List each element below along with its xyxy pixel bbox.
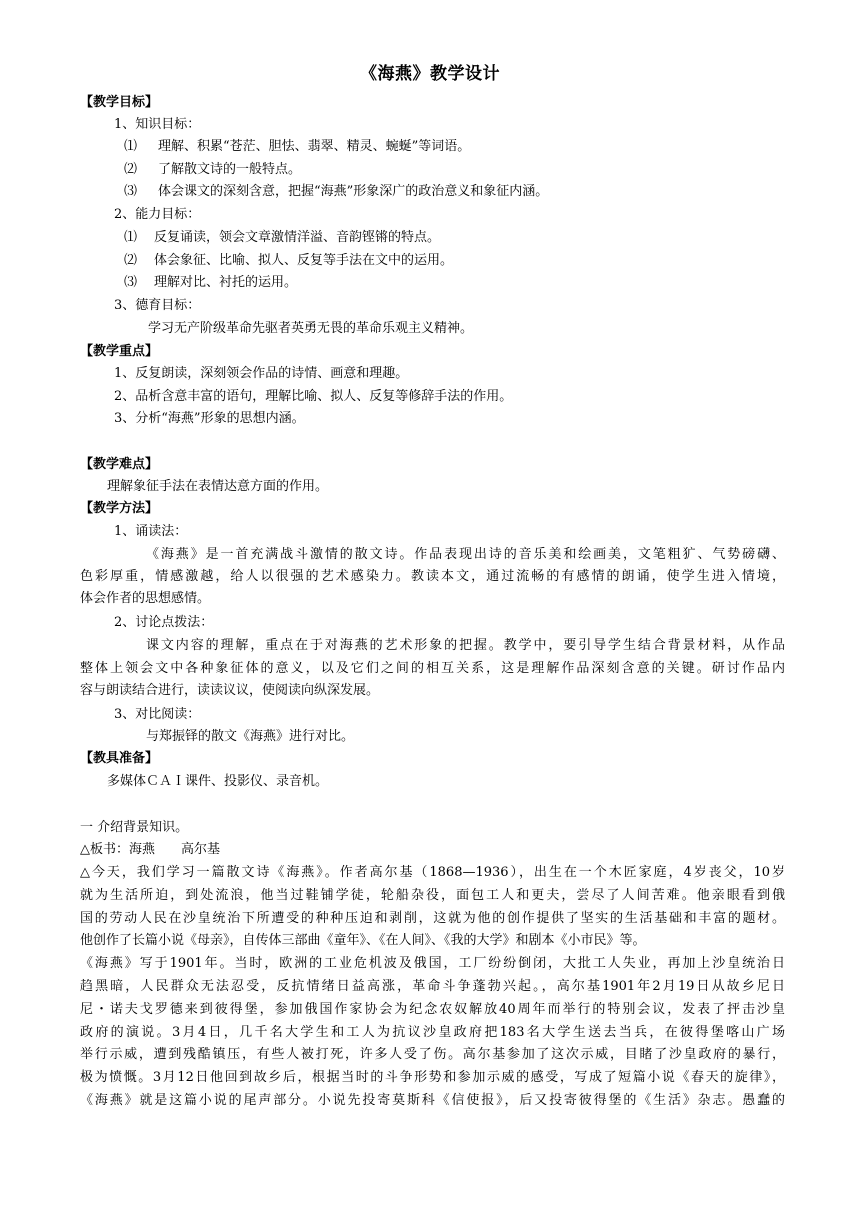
- knowledge-goal-label: 1、知识目标：: [114, 117, 201, 132]
- body-paragraph-line: △今天，我们学习一篇散文诗《海燕》。作者高尔基（1868—1936），出生在一个木匠家庭，4岁丧父，10岁: [80, 865, 785, 880]
- ability-goal-label: 2、能力目标：: [114, 207, 201, 222]
- ability-item-number: ⑵: [124, 253, 138, 268]
- method-paragraph-line: 色彩厚重，情感激越，给人以很强的艺术感染力。教读本文，通过流畅的有感情的朗诵，使学生进入情境，: [80, 569, 785, 584]
- knowledge-item-number: ⑴: [124, 139, 138, 154]
- method-label: 1、诵读法：: [114, 524, 188, 539]
- body-paragraph-line: 他创作了长篇小说《母亲》，自传体三部曲《童年》、《在人间》、《我的大学》和剧本《小市民》等。: [80, 933, 646, 948]
- body-paragraph-line: 尼・诺夫戈罗德来到彼得堡，参加俄国作家协会为纪念农奴解放40周年而举行的特别会议，发表了抨击沙皇: [80, 1002, 785, 1017]
- knowledge-item-text: 体会课文的深刻含意，把握“海燕”形象深广的政治意义和象征内涵。: [158, 184, 549, 199]
- body-paragraph-line: 趋黑暗，人民群众无法忍受，反抗情绪日益高涨，革命斗争蓬勃兴起。，高尔基1901年2月19日从故乡尼日: [80, 979, 785, 994]
- body-paragraph-line: 《海燕》写于1901年。当时，欧洲的工业危机波及俄国，工厂纷纷倒闭，大批工人失业，再加上沙皇统治日: [80, 956, 785, 971]
- key-point-item: 2、品析含意丰富的语句，理解比喻、拟人、反复等修辞手法的作用。: [114, 389, 513, 404]
- tools-heading: 【教具准备】: [80, 751, 159, 766]
- body-paragraph-line: 《海燕》就是这篇小说的尾声部分。小说先投寄莫斯科《信使报》，后又投寄彼得堡的《生活》杂志。愚蠢的: [80, 1093, 785, 1108]
- method-label: 3、对比阅读：: [114, 707, 201, 722]
- ability-item-text: 体会象征、比喻、拟人、反复等手法在文中的运用。: [154, 253, 454, 268]
- knowledge-item-number: ⑶: [124, 184, 138, 199]
- body-paragraph-line: 政府的演说。3月4日，几千名大学生和工人为抗议沙皇政府把183名大学生送去当兵，在彼得堡喀山广场: [80, 1025, 785, 1040]
- objectives-heading: 【教学目标】: [80, 95, 159, 110]
- section-title: 一 介绍背景知识。: [80, 820, 189, 835]
- moral-goal-text: 学习无产阶级革命先驱者英勇无畏的革命乐观主义精神。: [148, 321, 474, 336]
- ability-item-text: 理解对比、衬托的运用。: [154, 275, 298, 290]
- method-paragraph-line: 课文内容的理解，重点在于对海燕的艺术形象的把握。教学中，要引导学生结合背景材料，从作品: [146, 638, 785, 653]
- method-paragraph-line: 体会作者的思想感情。: [80, 591, 211, 606]
- key-point-item: 1、反复朗读，深刻领会作品的诗情、画意和理趣。: [114, 366, 409, 381]
- body-paragraph-line: 就为生活所迫，到处流浪，他当过鞋铺学徒，轮船杂役，面包工人和更夫，尝尽了人间苦难。他亲眼看到俄: [80, 888, 785, 903]
- knowledge-item-text: 了解散文诗的一般特点。: [158, 162, 302, 177]
- method-paragraph-line: 整体上领会文中各种象征体的意义，以及它们之间的相互关系，这是理解作品深刻含意的关键。研讨作品内: [80, 661, 785, 676]
- key-point-item: 3、分析“海燕”形象的思想内涵。: [114, 411, 305, 426]
- difficulty-text: 理解象征手法在表情达意方面的作用。: [107, 479, 329, 494]
- ability-item-number: ⑶: [124, 275, 138, 290]
- key-points-heading: 【教学重点】: [80, 344, 159, 359]
- body-paragraph-line: 极为愤慨。3月12日他回到故乡后，根据当时的斗争形势和参加示威的感受，写成了短篇小说《春天的旋律》，: [80, 1070, 785, 1085]
- body-paragraph-line: 举行示威，遭到残酷镇压，有些人被打死，许多人受了伤。高尔基参加了这次示威，目睹了沙皇政府的暴行，: [80, 1047, 785, 1062]
- document-title: 《海燕》教学设计: [360, 64, 500, 84]
- method-paragraph-line: 《海燕》是一首充满战斗激情的散文诗。作品表现出诗的音乐美和绘画美，文笔粗犷、气势磅礴、: [146, 547, 785, 562]
- ability-item-text: 反复诵读，领会文章激情洋溢、音韵铿锵的特点。: [154, 230, 441, 245]
- body-paragraph-line: 国的劳动人民在沙皇统治下所遭受的种种压迫和剥削，这就为他的创作提供了坚实的生活基础和丰富的题材。: [80, 911, 785, 926]
- tools-text: 多媒体ＣＡＩ课件、投影仪、录音机。: [107, 774, 329, 789]
- board-note: △板书：海燕 高尔基: [80, 842, 220, 857]
- method-label: 2、讨论点拨法：: [114, 615, 214, 630]
- knowledge-item-number: ⑵: [124, 162, 138, 177]
- knowledge-item-text: 理解、积累“苍茫、胆怯、翡翠、精灵、蜿蜒”等词语。: [158, 139, 471, 154]
- moral-goal-label: 3、德育目标：: [114, 298, 201, 313]
- method-paragraph-line: 容与朗读结合进行，读读议议，使阅读向纵深发展。: [80, 683, 380, 698]
- method-paragraph-line: 与郑振铎的散文《海燕》进行对比。: [146, 729, 355, 744]
- difficulty-heading: 【教学难点】: [80, 457, 159, 472]
- ability-item-number: ⑴: [124, 230, 138, 245]
- methods-heading: 【教学方法】: [80, 501, 159, 516]
